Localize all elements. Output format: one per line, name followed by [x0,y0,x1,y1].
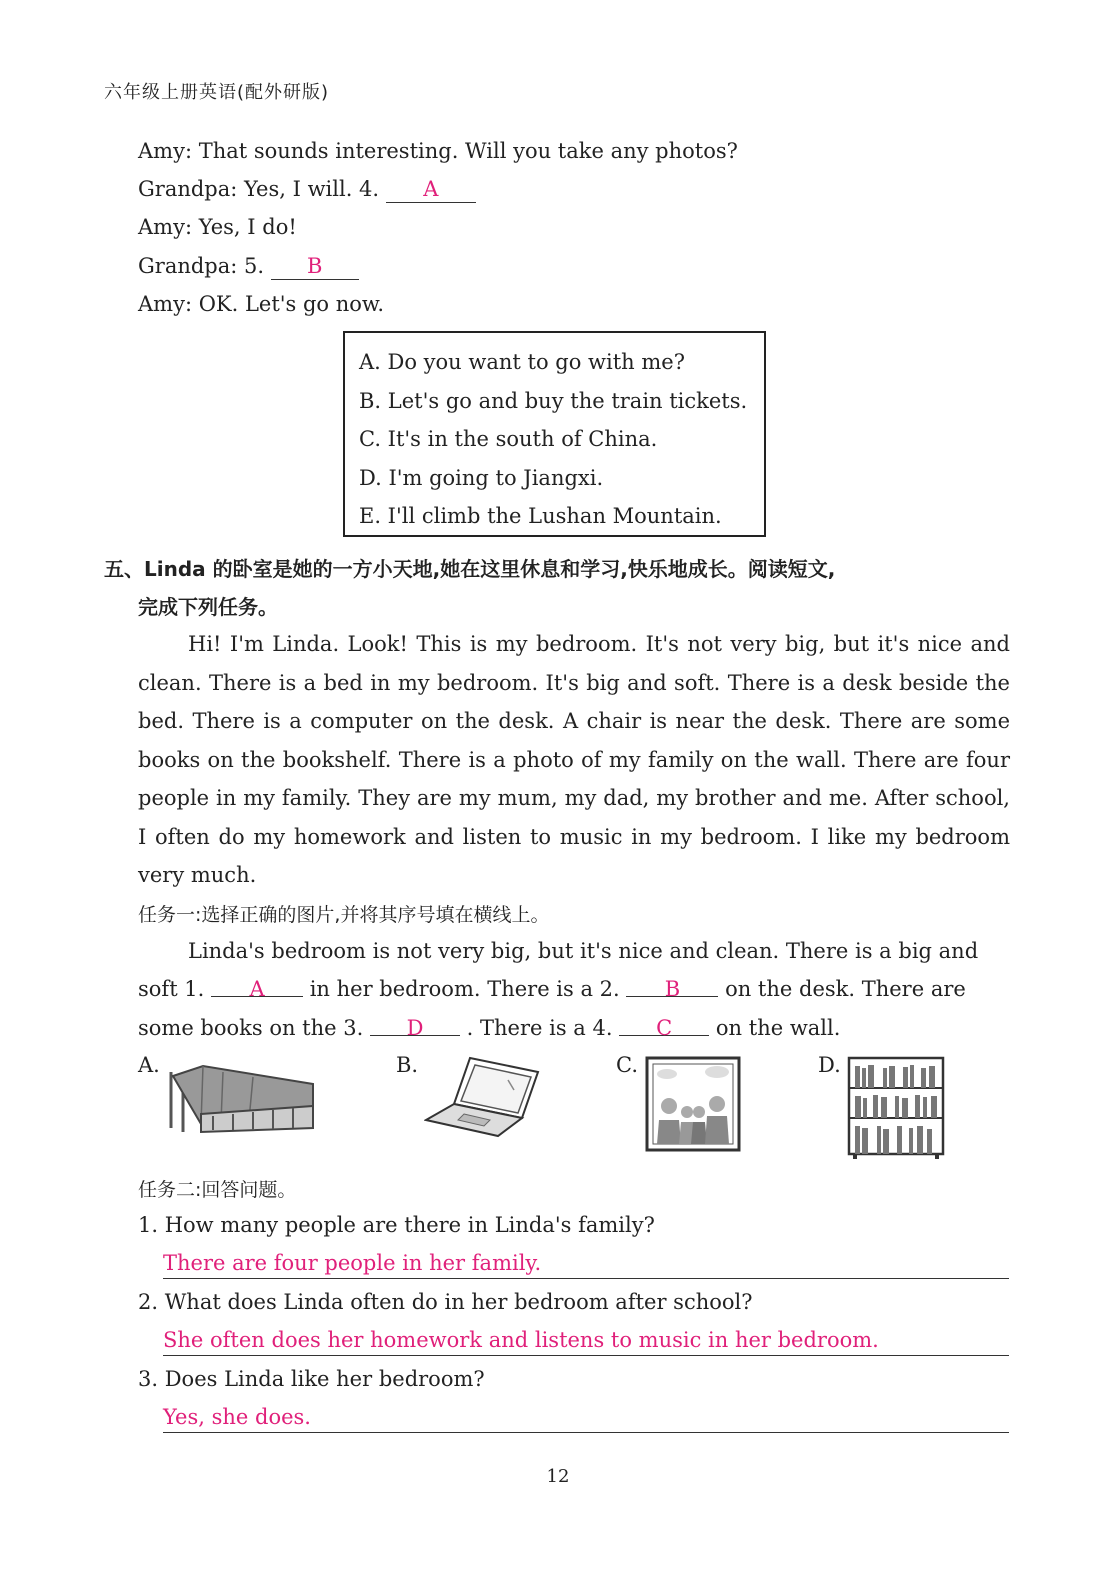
bookshelf-icon [847,1056,945,1160]
dialogue-line-1: Amy: That sounds interesting. Will you take any photos? [138,139,738,163]
dialogue-line-2-text: Grandpa: Yes, I will. 4. [138,177,380,201]
task-1-sentence-3 [138,1009,1010,1048]
task-1-text-c: on the desk. There are [725,977,966,1001]
answer-line-1[interactable]: There are four people in her family. [163,1248,1009,1279]
fill-blank-2[interactable]: B [626,970,718,997]
question-2: 2. What does Linda often do in her bedroom after school? [138,1290,753,1314]
page-number: 12 [546,1466,570,1487]
section-5-title-line-1: 五、Linda 的卧室是她的一方小天地,她在这里休息和学习,快乐地成长。阅读短文, [104,557,836,581]
answer-line-2[interactable]: She often does her homework and listens to music in her bedroom. [163,1325,1009,1356]
task-1-text-f: on the wall. [715,1016,841,1040]
book-header: 六年级上册英语(配外研版) [104,82,330,103]
option-a: A. Do you want to go with me? [359,350,685,374]
task-1-title: 任务一:选择正确的图片,并将其序号填在横线上。 [138,904,550,926]
task-1-sentence-1: Linda's bedroom is not very big, but it's nice and clean. There is a big and [188,939,979,963]
dialogue-line-2 [138,176,476,203]
laptop-icon [424,1054,542,1138]
picture-label-d: D. [818,1053,841,1077]
answer-line-3[interactable]: Yes, she does. [163,1402,1009,1433]
task-2-title: 任务二:回答问题。 [138,1179,297,1201]
fill-blank-3[interactable]: D [370,1009,460,1036]
fill-blank-4[interactable]: C [619,1009,709,1036]
bed-icon [163,1052,319,1134]
task-1-sentence-2 [138,970,1010,1009]
dialogue-line-5: Amy: OK. Let's go now. [138,292,385,316]
reading-passage: Hi! I'm Linda. Look! This is my bedroom. It's not very big, but it's nice and clean. There is a bed in my bedroom. It's big and soft. There is a desk beside the bed. There is a computer on the desk. A chair is near the desk. There are some books on the bookshelf. There is a photo of my family on the wall. There are four people in my family. They are my mum, my dad, my brother and me. After school, I often do my homework and listen to music in my bedroom. I like my bedroom very much. [138,632,1010,887]
dialogue-line-3: Amy: Yes, I do! [138,215,297,239]
task-1-text-b: in her bedroom. There is a 2. [309,977,620,1001]
question-3: 3. Does Linda like her bedroom? [138,1367,485,1391]
dialogue-line-4 [138,253,359,280]
dialogue-line-4-text: Grandpa: 5. [138,254,265,278]
picture-label-a: A. [138,1053,160,1077]
picture-label-b: B. [396,1053,419,1077]
answer-blank-5[interactable]: B [271,253,359,280]
option-c: C. It's in the south of China. [359,427,658,451]
task-1-text-a: soft 1. [138,977,205,1001]
question-1: 1. How many people are there in Linda's family? [138,1213,655,1237]
option-b: B. Let's go and buy the train tickets. [359,388,748,413]
task-1-text-e: . There is a 4. [466,1016,613,1040]
section-5-title-line-2: 完成下列任务。 [138,595,278,619]
picture-label-c: C. [616,1053,638,1077]
option-e: E. I'll climb the Lushan Mountain. [359,504,722,528]
answer-blank-4[interactable]: A [386,176,476,203]
family-photo-icon [645,1056,741,1152]
fill-blank-1[interactable]: A [211,970,303,997]
option-d: D. I'm going to Jiangxi. [359,465,604,490]
options-box [343,331,766,537]
task-1-text-d: some books on the 3. [138,1016,364,1040]
